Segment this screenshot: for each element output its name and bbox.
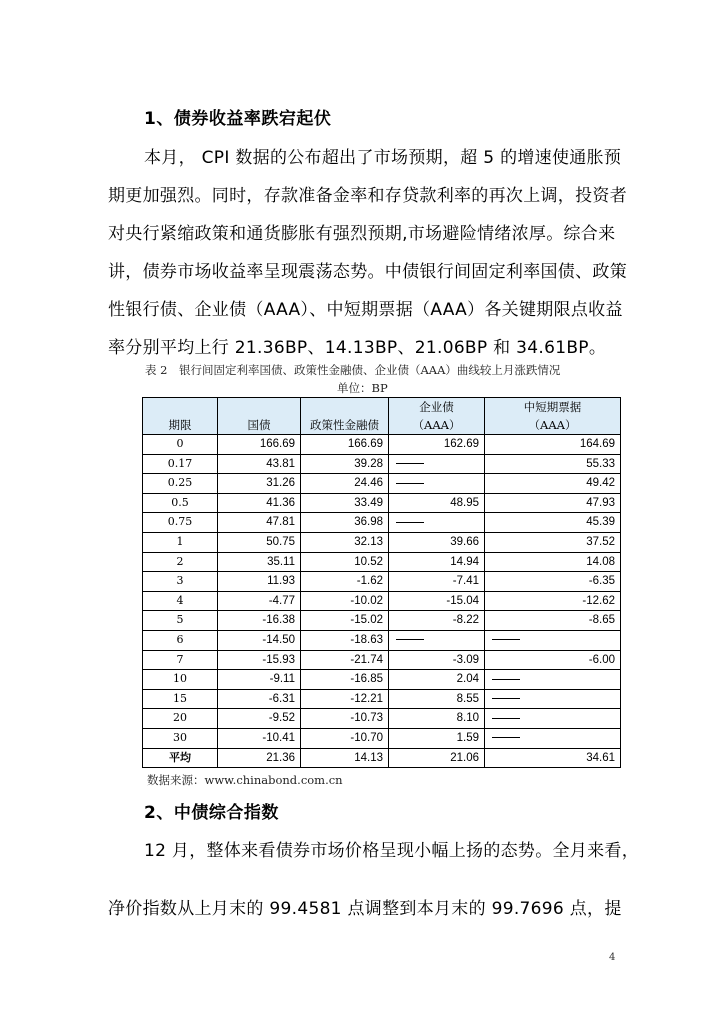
cell-term: 0.75 <box>143 513 218 533</box>
cell-policy: 33.49 <box>301 493 389 513</box>
table-row <box>143 670 621 690</box>
table-row <box>143 572 621 592</box>
section2-line-2: 净价指数从上月末的 99.4581 点调整到本月末的 99.7696 点，提 <box>108 899 622 919</box>
cell-govt: -9.52 <box>218 709 301 729</box>
cell-term: 10 <box>143 670 218 690</box>
cell-govt: 50.75 <box>218 532 301 552</box>
cell-policy: 166.69 <box>301 435 389 455</box>
table-caption: 表 2 银行间固定利率国债、政策性金融债、企业债（AAA）曲线较上月涨跌情况 <box>145 363 561 377</box>
cell-corp: -8.22 <box>389 611 485 631</box>
cell-mtn <box>485 630 621 650</box>
header-mtn-rating: （AAA） <box>485 416 621 435</box>
cell-corp: 21.06 <box>389 748 485 768</box>
cell-term: 0 <box>143 435 218 455</box>
section2-heading: 2、中债综合指数 <box>144 803 279 823</box>
cell-term: 3 <box>143 572 218 592</box>
cell-corp: 39.66 <box>389 532 485 552</box>
cell-mtn: 14.08 <box>485 552 621 572</box>
cell-policy: -18.63 <box>301 630 389 650</box>
cell-policy: -16.85 <box>301 670 389 690</box>
dash-mark <box>396 522 424 523</box>
dash-mark <box>396 639 424 640</box>
table-row <box>143 591 621 611</box>
table-row <box>143 474 621 494</box>
cell-term: 平均 <box>143 748 218 768</box>
cell-policy: -12.21 <box>301 689 389 709</box>
cell-term: 4 <box>143 591 218 611</box>
cell-term: 30 <box>143 728 218 748</box>
cell-govt: -16.38 <box>218 611 301 631</box>
cell-govt: 47.81 <box>218 513 301 533</box>
cell-govt: 35.11 <box>218 552 301 572</box>
cell-govt: 166.69 <box>218 435 301 455</box>
cell-mtn <box>485 709 621 729</box>
cell-policy: -21.74 <box>301 650 389 670</box>
cell-govt: -14.50 <box>218 630 301 650</box>
cell-policy: 36.98 <box>301 513 389 533</box>
table-row <box>143 493 621 513</box>
cell-policy: 39.28 <box>301 454 389 474</box>
cell-mtn: -12.62 <box>485 591 621 611</box>
table-row <box>143 454 621 474</box>
paragraph-line-6: 率分别平均上行 21.36BP、14.13BP、21.06BP 和 34.61BP。 <box>108 338 607 358</box>
table-row <box>143 709 621 729</box>
table-row <box>143 630 621 650</box>
cell-mtn: 45.39 <box>485 513 621 533</box>
dash-mark <box>492 639 520 640</box>
cell-govt: -4.77 <box>218 591 301 611</box>
cell-policy: -1.62 <box>301 572 389 592</box>
dash-mark <box>492 718 520 719</box>
table-row <box>143 435 621 455</box>
cell-corp: -3.09 <box>389 650 485 670</box>
header-policy-top <box>301 398 389 417</box>
cell-mtn: 37.52 <box>485 532 621 552</box>
cell-govt: 43.81 <box>218 454 301 474</box>
cell-corp: -7.41 <box>389 572 485 592</box>
cell-corp: 162.69 <box>389 435 485 455</box>
cell-mtn <box>485 728 621 748</box>
page-number: 4 <box>609 952 616 963</box>
cell-term: 0.17 <box>143 454 218 474</box>
cell-term: 0.25 <box>143 474 218 494</box>
cell-mtn: 34.61 <box>485 748 621 768</box>
cell-term: 5 <box>143 611 218 631</box>
cell-corp <box>389 454 485 474</box>
table-unit: 单位：BP <box>337 381 388 395</box>
header-corp-rating: （AAA） <box>389 416 485 435</box>
cell-policy: -15.02 <box>301 611 389 631</box>
cell-term: 7 <box>143 650 218 670</box>
paragraph-line-5: 性银行债、企业债（AAA）、中短期票据（AAA）各关键期限点收益 <box>108 300 623 320</box>
cell-corp: 8.10 <box>389 709 485 729</box>
cell-govt: -9.11 <box>218 670 301 690</box>
table-row <box>143 552 621 572</box>
cell-policy: 24.46 <box>301 474 389 494</box>
cell-corp: 8.55 <box>389 689 485 709</box>
table-row <box>143 611 621 631</box>
data-source: 数据来源：www.chinabond.com.cn <box>147 773 343 787</box>
cell-term: 1 <box>143 532 218 552</box>
table-row <box>143 650 621 670</box>
cell-term: 0.5 <box>143 493 218 513</box>
table-row <box>143 728 621 748</box>
header-term-top <box>143 398 218 417</box>
header-mtn: 中短期票据 <box>485 398 621 417</box>
table-row <box>143 513 621 533</box>
cell-corp: 14.94 <box>389 552 485 572</box>
header-corp: 企业债 <box>389 398 485 417</box>
header-term: 期限 <box>143 416 218 435</box>
cell-policy: -10.73 <box>301 709 389 729</box>
cell-policy: 14.13 <box>301 748 389 768</box>
cell-govt: 41.36 <box>218 493 301 513</box>
section2-line-1: 12 月，整体来看债券市场价格呈现小幅上扬的态势。全月来看， <box>144 841 640 861</box>
cell-mtn: 55.33 <box>485 454 621 474</box>
cell-govt: -15.93 <box>218 650 301 670</box>
cell-corp <box>389 474 485 494</box>
table-row <box>143 532 621 552</box>
cell-corp: 48.95 <box>389 493 485 513</box>
section1-heading: 1、债券收益率跌宕起伏 <box>144 109 332 129</box>
cell-corp <box>389 630 485 650</box>
cell-mtn: 164.69 <box>485 435 621 455</box>
cell-term: 15 <box>143 689 218 709</box>
dash-mark <box>396 483 424 484</box>
cell-mtn: -8.65 <box>485 611 621 631</box>
dash-mark <box>492 737 520 738</box>
cell-term: 2 <box>143 552 218 572</box>
paragraph-line-1: 本月， CPI 数据的公布超出了市场预期，超 5 的增速使通胀预 <box>144 148 622 168</box>
cell-mtn <box>485 670 621 690</box>
cell-policy: 32.13 <box>301 532 389 552</box>
header-govt: 国债 <box>218 416 301 435</box>
cell-mtn <box>485 689 621 709</box>
table-body <box>143 435 621 768</box>
cell-govt: 11.93 <box>218 572 301 592</box>
cell-mtn: -6.35 <box>485 572 621 592</box>
cell-term: 6 <box>143 630 218 650</box>
dash-mark <box>492 679 520 680</box>
header-govt-top <box>218 398 301 417</box>
paragraph-line-3: 对央行紧缩政策和通货膨胀有强烈预期,市场避险情绪浓厚。综合来 <box>108 224 616 244</box>
cell-corp <box>389 513 485 533</box>
dash-mark <box>492 698 520 699</box>
cell-govt: 31.26 <box>218 474 301 494</box>
table-row <box>143 748 621 768</box>
yield-change-table <box>142 397 621 768</box>
cell-govt: -6.31 <box>218 689 301 709</box>
cell-govt: 21.36 <box>218 748 301 768</box>
dash-mark <box>396 463 424 464</box>
cell-mtn: 47.93 <box>485 493 621 513</box>
cell-policy: -10.70 <box>301 728 389 748</box>
cell-corp: -15.04 <box>389 591 485 611</box>
cell-mtn: 49.42 <box>485 474 621 494</box>
cell-corp: 1.59 <box>389 728 485 748</box>
cell-govt: -10.41 <box>218 728 301 748</box>
cell-policy: -10.02 <box>301 591 389 611</box>
cell-policy: 10.52 <box>301 552 389 572</box>
paragraph-line-2: 期更加强烈。同时，存款准备金率和存贷款利率的再次上调，投资者 <box>108 186 627 206</box>
table-row <box>143 689 621 709</box>
cell-term: 20 <box>143 709 218 729</box>
header-policy: 政策性金融债 <box>301 416 389 435</box>
cell-corp: 2.04 <box>389 670 485 690</box>
cell-mtn: -6.00 <box>485 650 621 670</box>
paragraph-line-4: 讲，债券市场收益率呈现震荡态势。中债银行间固定利率国债、政策 <box>108 262 627 282</box>
